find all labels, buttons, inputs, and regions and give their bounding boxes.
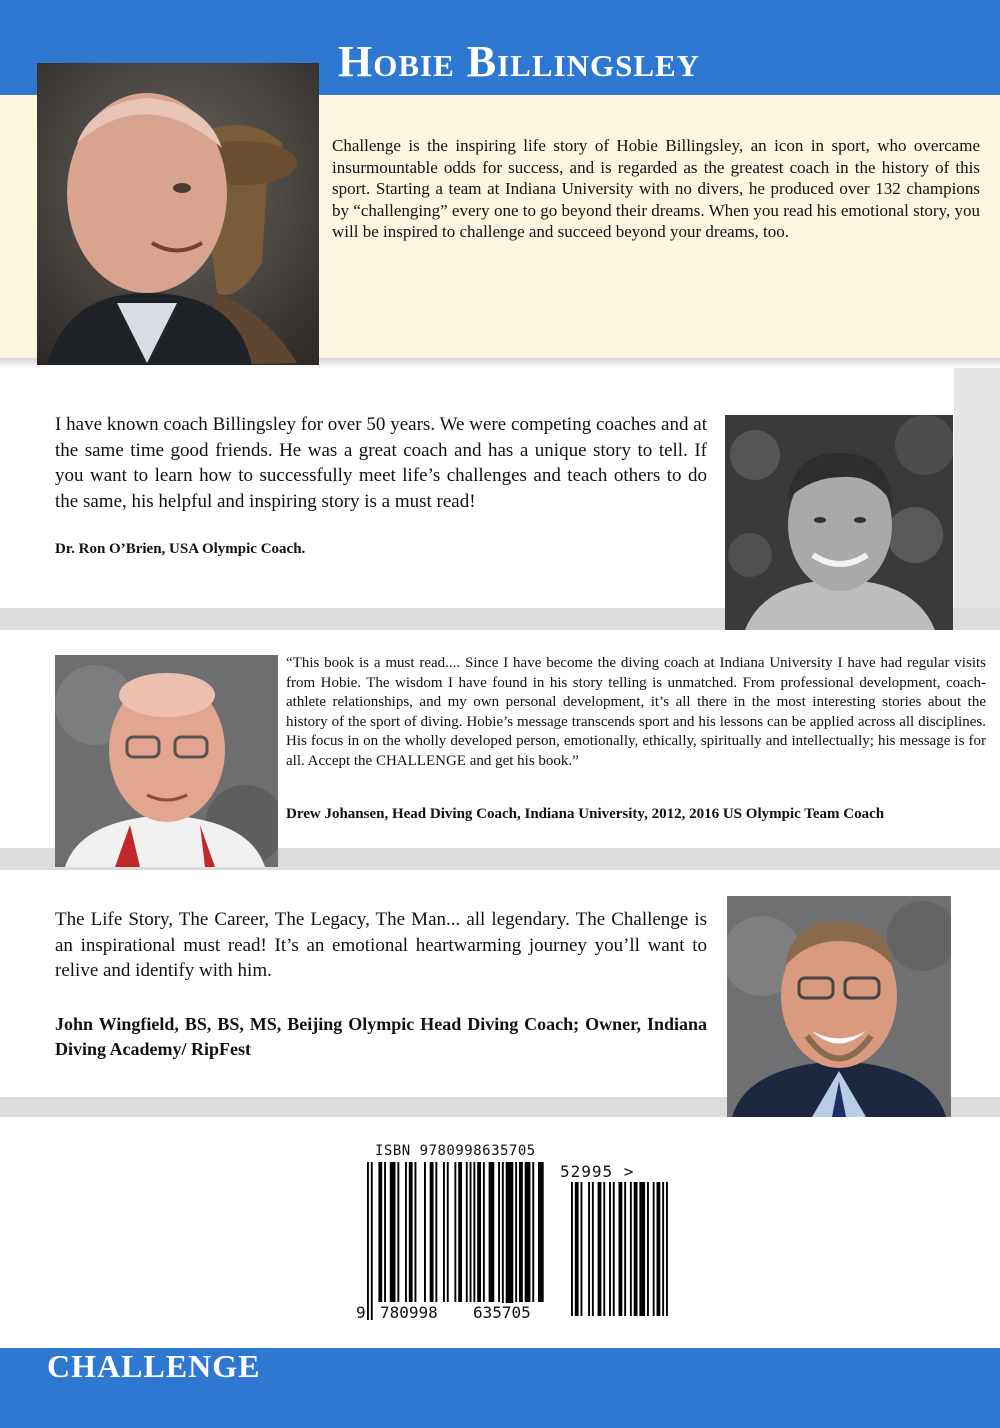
barcode-bar [588,1182,590,1316]
barcode-bar [639,1182,645,1316]
portrait-hobie [37,63,319,365]
barcode-bar [613,1182,615,1316]
barcode-bar [470,1162,472,1302]
barcode-bar [483,1162,485,1302]
barcode-bar [525,1162,531,1302]
barcode-bar [397,1162,399,1302]
price-code: 52995 > [560,1162,635,1181]
barcode-bar [532,1162,534,1302]
barcode-bar [581,1182,583,1316]
testimonial-johansen-quote: “This book is a must read.... Since I have become the diving coach at Indiana University I have had regular visits from Hobie. The wisdom I have found in his story telling is unmatched. From professional development, coach-athlete relationships, and my own personal development, it’s all there in the most interesting stories about the history of the sport of diving. Hobie’s message transcends sport and his lessons can be applied across all disciplines. His focus in on the wholly developed person, emotionally, ethically, spiritually and intellectually; his message is for all. Accept the CHALLENGE and get his book.” [286,655,986,769]
barcode-bar [662,1182,664,1316]
barcode-bar [647,1182,649,1316]
barcode-bar [371,1162,373,1320]
barcode-bar [430,1162,434,1302]
barcode-bar [409,1162,413,1302]
barcode-bar [466,1162,468,1302]
barcode-bar [666,1182,668,1316]
barcode-bar [390,1162,396,1302]
barcode-bar [609,1182,611,1316]
footer-title: CHALLENGE [47,1348,261,1384]
side-shade [954,368,1000,608]
barcode-bar [519,1162,523,1302]
portrait-wingfield [727,896,951,1117]
barcode-bar [571,1182,573,1316]
page-title: Hobie Billingsley [338,37,701,86]
testimonial-wingfield-quote: The Life Story, The Career, The Legacy, The Man... all legendary. The Challenge is an inspirational must read! It’s an emotional heartwarming journey you’ll want to relive and identify with him. [55,909,707,981]
barcode-bar [458,1162,462,1302]
portrait-obrien [725,415,953,630]
intro-paragraph: Challenge is the inspiring life story of Hobie Billingsley, an icon in sport, who overcame insurmountable odds for success, and is regarded as the greatest coach in the history of this sport. Starting a team at Indiana University with no divers, he produced over 132 champions by “challenging” every one to go beyond their dreams. When you read his emotional story, you will be inspired to challenge and succeed beyond your dreams, too. [332,136,980,242]
barcode-bar [630,1182,632,1316]
testimonial-obrien-attribution: Dr. Ron O’Brien, USA Olympic Coach. [55,541,306,557]
barcode-bar [473,1162,475,1302]
barcode-bar [378,1162,382,1302]
barcode-bar [515,1162,517,1302]
barcode-digit-lead: 9 [356,1303,366,1322]
barcode-bar [447,1162,449,1302]
barcode-bar [424,1162,426,1302]
barcode-bar [367,1162,369,1320]
portrait-johansen [55,655,278,867]
barcode-bar [498,1162,500,1302]
barcode-bar [653,1182,655,1316]
barcode-bar [454,1162,456,1302]
barcode-bar [575,1182,579,1316]
isbn-label: ISBN 9780998635705 [375,1143,536,1159]
isbn-barcode [367,1162,547,1320]
barcode-bar [435,1162,437,1302]
barcode-bar [634,1182,638,1316]
barcode-bar [598,1182,602,1316]
barcode-bar [624,1182,626,1316]
barcode-bar [619,1182,623,1316]
barcode-bar [506,1162,514,1320]
barcode-bar [502,1162,504,1320]
barcode-bar [657,1182,661,1316]
barcode-bar [384,1162,386,1302]
barcode-bar [489,1162,495,1302]
band-gap [0,630,1000,652]
price-barcode [571,1182,669,1334]
testimonial-obrien-quote: I have known coach Billingsley for over 50 years. We were competing coaches and at the same time good friends. He was a great coach and has a unique story to tell. If you want to learn how to successfully meet life’s challenges and teach others to do the same, his helpful and inspiring story is a must read! [55,414,707,512]
testimonial-johansen-attribution: Drew Johansen, Head Diving Coach, Indiana University, 2012, 2016 US Olympic Team Coach [286,806,885,822]
barcode-digits-left: 780998 [380,1303,438,1322]
barcode-bar [405,1162,407,1302]
barcode-bar [538,1162,544,1302]
barcode-bar [443,1162,445,1302]
barcode-bar [415,1162,417,1302]
barcode-digits-right: 635705 [473,1303,531,1322]
barcode-bar [477,1162,481,1302]
barcode-bar [603,1182,605,1316]
testimonial-wingfield-attribution: John Wingfield, BS, BS, MS, Beijing Olympic Head Diving Coach; Owner, Indiana Diving Academy/ RipFest [55,1014,707,1059]
barcode-bar [592,1182,594,1316]
